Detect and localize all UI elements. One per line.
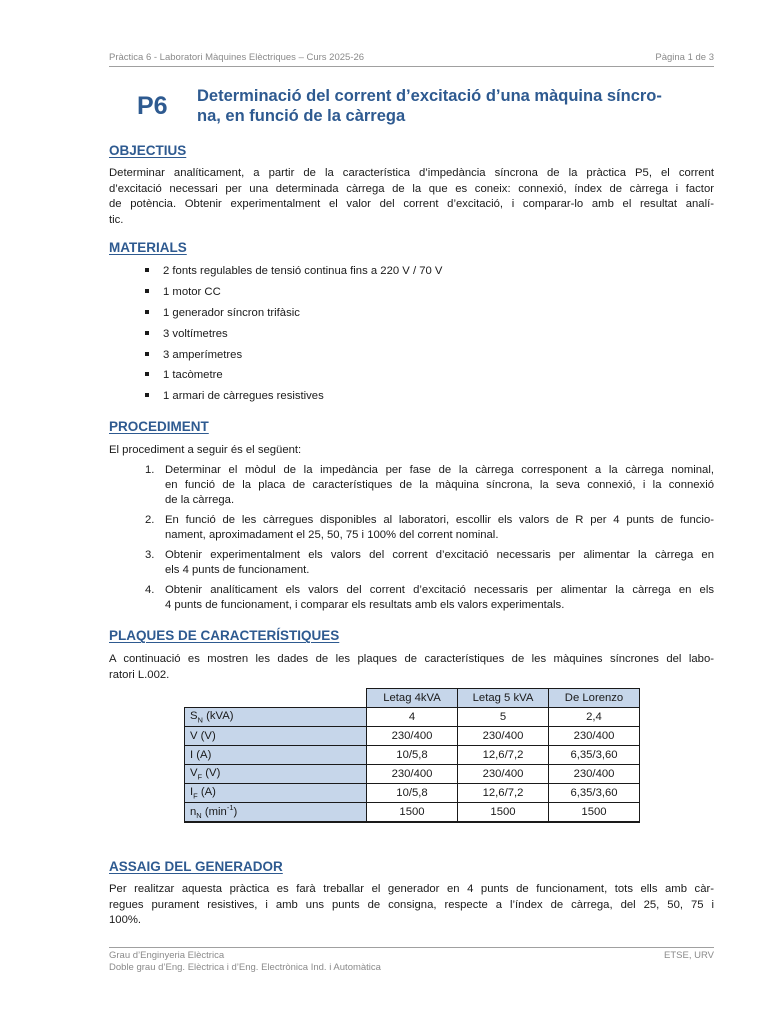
nameplate-table [184, 688, 640, 823]
table-cell: 1500 [367, 803, 458, 823]
section-heading-materials: MATERIALS [109, 240, 187, 255]
materials-item [145, 368, 223, 383]
title-line-2: na, en funció de la càrrega [197, 107, 406, 125]
bullet-square-icon [145, 310, 149, 314]
column-header: Letag 4kVA [367, 689, 458, 708]
table-cell: 6,35/3,60 [549, 746, 640, 765]
step-number: 2. [145, 514, 155, 526]
text-line: regues purament resistives, i amb uns punts de consigna, respecte a l’índex de càrrega, del 25, 50, 75 i [109, 898, 714, 911]
materials-item-label: 3 amperímetres [163, 349, 243, 361]
materials-item [145, 264, 442, 279]
text-line: en funció de la placa de característiques de la màquina síncrona, la seva connexió, i la connexió [165, 479, 714, 492]
step-number: 3. [145, 549, 155, 561]
table-cell: 1500 [458, 803, 549, 823]
table-cell: 10/5,8 [367, 784, 458, 803]
bullet-square-icon [145, 372, 149, 376]
text-line: de potència. Obtenir experimentalment el valor del corrent d’excitació, i comparar-lo amb el resultat analí- [109, 198, 714, 210]
page-footer [109, 947, 714, 974]
procediment-step [145, 583, 714, 613]
text-line: Per realitzar aquesta pràctica es farà treballar el generador en 4 punts de funcionament, tots ells amb càr- [109, 883, 714, 895]
practice-number: P6 [137, 92, 168, 120]
step-number: 1. [145, 464, 155, 476]
section-heading-procediment: PROCEDIMENT [109, 419, 209, 434]
row-label: $I_F$ (A) [185, 784, 367, 803]
table-cell: 6,35/3,60 [549, 784, 640, 803]
procediment-step [145, 548, 714, 578]
step-text [165, 583, 714, 613]
table-cell: 230/400 [458, 765, 549, 784]
text-line: de la càrrega. [165, 494, 235, 507]
text-line: Determinar analíticament, a partir de la característica d’impedància síncrona de la pràctica P5, el corrent [109, 167, 714, 179]
footer-institution: ETSE, URV [664, 950, 714, 961]
materials-item-label: 2 fonts regulables de tensió continua fins a 220 V / 70 V [163, 265, 443, 277]
text-line: d’excitació necessari per una determinada càrrega de la que es coneix: connexió, índex de càrrega i factor [109, 182, 714, 195]
section-heading-assaig: ASSAIG DEL GENERADOR [109, 859, 283, 874]
table-cell: 4 [367, 708, 458, 727]
practice-title [109, 86, 714, 126]
text-line: nament, aproximadament el 25, 50, 75 i 100% del corrent nominal. [165, 529, 499, 542]
table-row [185, 708, 640, 727]
text-line: En funció de les càrregues disponibles al laboratori, escollir els valors de R per 4 punts de funcio- [165, 514, 714, 526]
plaques-intro [109, 652, 714, 683]
materials-item [145, 285, 221, 300]
table-cell: 12,6/7,2 [458, 784, 549, 803]
procediment-intro: El procediment a seguir és el següent: [109, 444, 302, 456]
table-header-row [185, 689, 640, 708]
step-text [165, 548, 714, 578]
bullet-square-icon [145, 268, 149, 272]
table-cell: 12,6/7,2 [458, 746, 549, 765]
row-label: I (A) [185, 746, 367, 765]
materials-item-label: 1 motor CC [163, 286, 221, 298]
row-label: $V_F$ (V) [185, 765, 367, 784]
table-row [185, 784, 640, 803]
assaig-text [109, 882, 714, 929]
table-cell: 10/5,8 [367, 746, 458, 765]
section-heading-plaques: PLAQUES DE CARACTERÍSTIQUES [109, 628, 340, 643]
title-line-1: Determinació del corrent d’excitació d’una màquina síncro- [197, 87, 662, 105]
header-course: Pràctica 6 - Laboratori Màquines Elèctriques – Curs 2025-26 [109, 52, 365, 63]
text-line: tic. [109, 213, 124, 226]
section-heading-objectius: OBJECTIUS [109, 143, 187, 158]
text-line: 100%. [109, 914, 142, 926]
materials-item [145, 327, 228, 342]
footer-degree-line: Grau d’Enginyeria Elèctrica [109, 950, 225, 961]
row-label: $S_N$ (kVA) [185, 708, 367, 727]
page-header [109, 52, 714, 67]
bullet-square-icon [145, 289, 149, 293]
materials-item-label: 1 armari de càrregues resistives [163, 390, 324, 402]
table-cell: 230/400 [367, 727, 458, 746]
table-row [185, 727, 640, 746]
text-line: Obtenir analíticament els valors del corrent d’excitació necessaris per alimentar la càrrega en els [165, 584, 714, 596]
step-number: 4. [145, 584, 155, 596]
materials-item [145, 389, 324, 404]
table-row [185, 765, 640, 784]
practice-title-text [197, 86, 662, 126]
table-cell: 2,4 [549, 708, 640, 727]
text-line: ratori L.002. [109, 668, 170, 681]
bullet-square-icon [145, 331, 149, 335]
materials-item-label: 1 generador síncron trifàsic [163, 307, 300, 319]
text-line: A continuació es mostren les dades de les plaques de característiques de les màquines síncrones del labo- [109, 653, 714, 665]
row-label: V (V) [185, 727, 367, 746]
table-cell: 1500 [549, 803, 640, 823]
bullet-square-icon [145, 393, 149, 397]
header-page-number: Pàgina 1 de 3 [655, 52, 714, 63]
procediment-step [145, 513, 714, 543]
footer-degrees [109, 950, 381, 974]
materials-item [145, 306, 300, 321]
text-line: Obtenir experimentalment els valors del corrent d’excitació necessaris per alimentar la càrrega en [165, 549, 714, 561]
table-cell: 230/400 [549, 765, 640, 784]
step-text [165, 513, 714, 543]
objectius-text [109, 166, 714, 228]
table-row [185, 746, 640, 765]
text-line: 4 punts de funcionament, i comparar els resultats amb els valors experimentals. [165, 599, 565, 612]
table-corner [185, 689, 367, 708]
column-header: De Lorenzo [549, 689, 640, 708]
text-line: els 4 punts de funcionament. [165, 564, 310, 577]
table-cell: 230/400 [549, 727, 640, 746]
table-cell: 5 [458, 708, 549, 727]
column-header: Letag 5 kVA [458, 689, 549, 708]
table-cell: 230/400 [367, 765, 458, 784]
row-label: $n_N$ $(\min^{-1})$ [185, 803, 367, 823]
materials-item-label: 3 voltímetres [163, 328, 228, 340]
text-line: Determinar el mòdul de la impedància per fase de la càrrega corresponent a la càrrega nominal, [165, 464, 714, 476]
materials-item-label: 1 tacòmetre [163, 369, 223, 381]
table-cell: 230/400 [458, 727, 549, 746]
materials-item [145, 348, 242, 363]
footer-degree-line: Doble grau d’Eng. Elèctrica i d’Eng. Electrònica Ind. i Automàtica [109, 962, 381, 973]
procediment-step [145, 463, 714, 509]
table-row [185, 803, 640, 823]
step-text [165, 463, 714, 509]
bullet-square-icon [145, 352, 149, 356]
